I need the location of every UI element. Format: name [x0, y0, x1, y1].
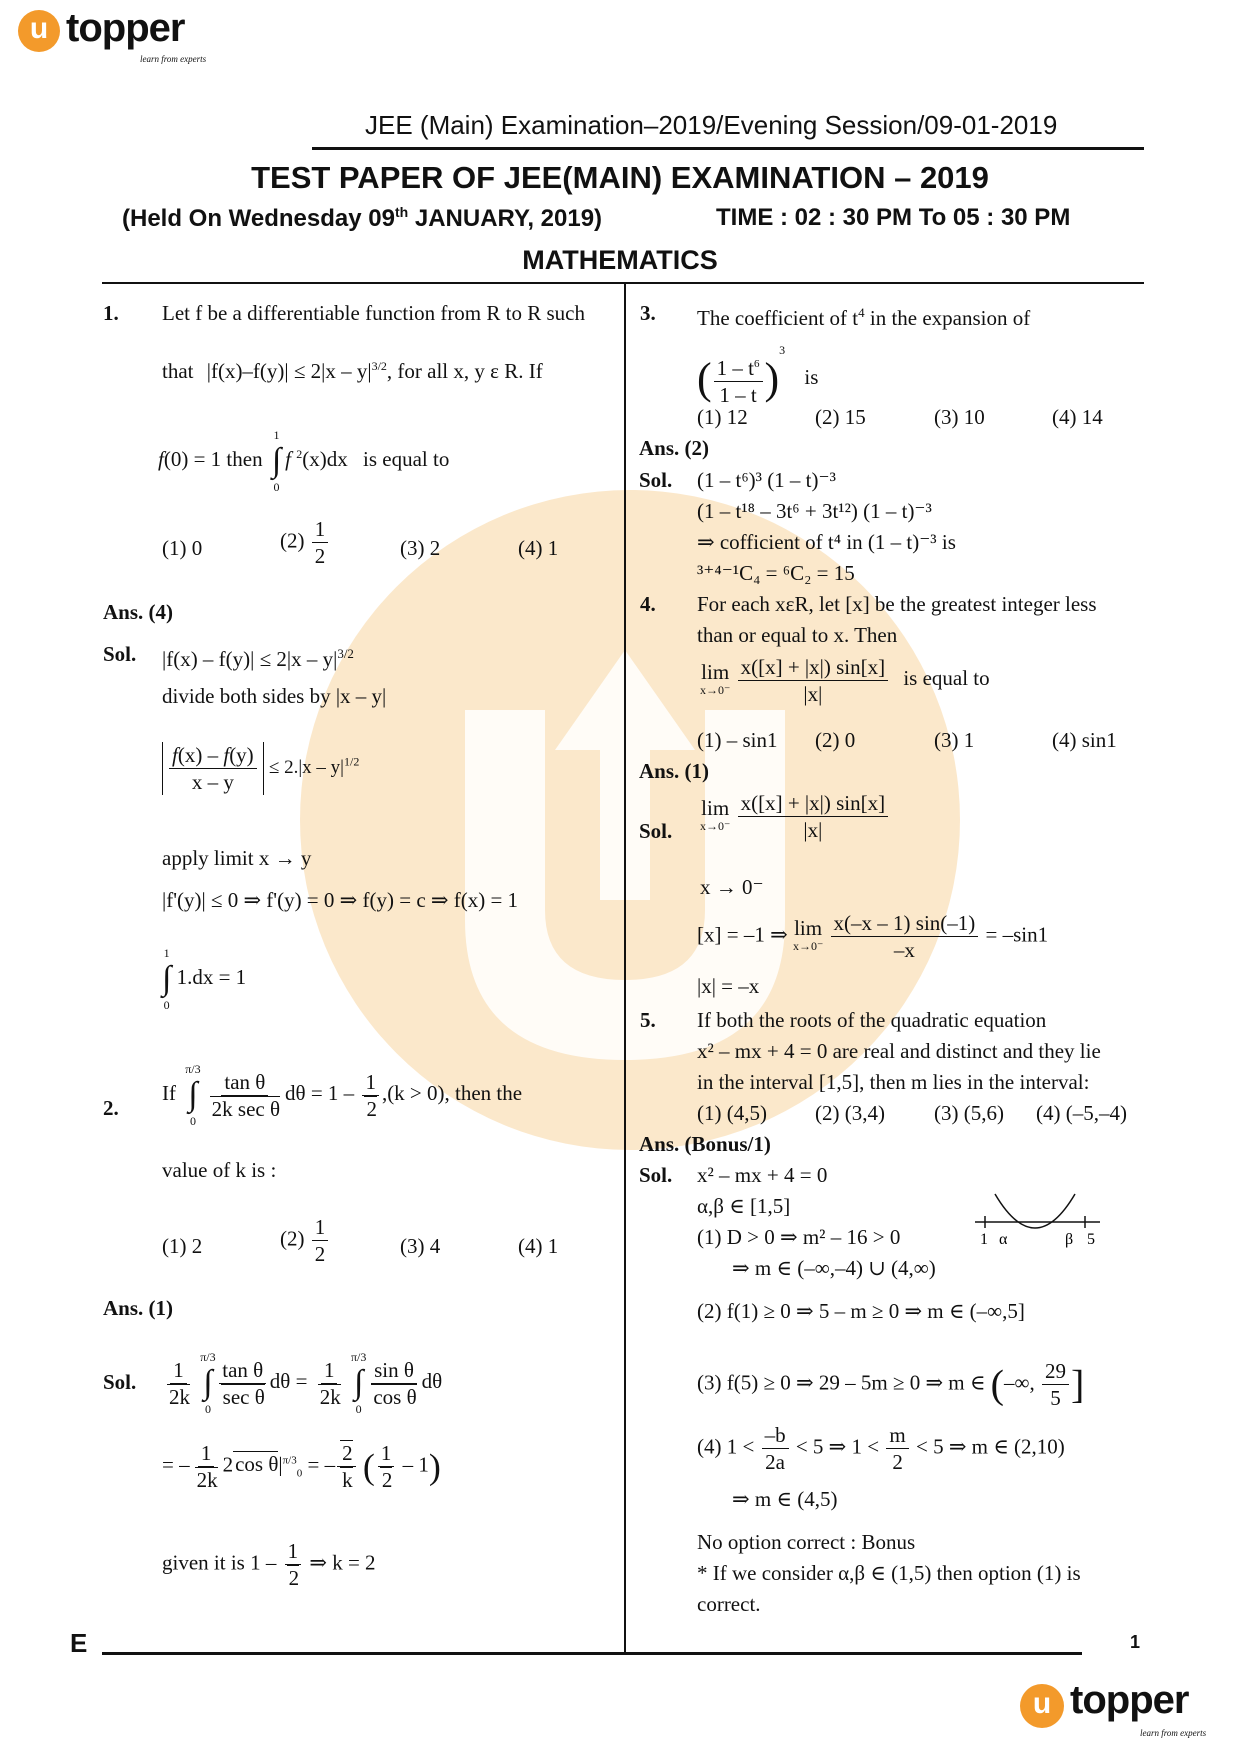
q1-option-2-label: (2)	[280, 528, 305, 553]
q4-equal: is equal to	[903, 666, 990, 691]
q2-answer: Ans. (1)	[103, 1296, 174, 1320]
q5-option-1: (1) (4,5)	[697, 1101, 767, 1125]
q5-sol-label: Sol.	[639, 1163, 673, 1187]
q2-number: 2.	[103, 1096, 119, 1120]
subject-title: MATHEMATICS	[522, 245, 718, 275]
q3-sol-label: Sol.	[639, 468, 673, 492]
q4-sol-limit: lim x→0⁻ $\frac{x([x] + |x|) \sin[x]}{|x|}$	[700, 790, 890, 843]
q1-line1: Let f be a differentiable function from R to R such	[162, 301, 585, 325]
q1-condition: $|f(x)-f(y)| \le 2|x - y|^{3/2}$	[206, 359, 387, 383]
q3-number: 3.	[640, 301, 656, 325]
q1-sol-line3: $\frac{f(x) - f(y)}{x - y}$ ≤ $2.|x - y|^{1/2}$	[162, 742, 359, 795]
q3-is: is	[804, 365, 819, 389]
q3-sol-3: ⇒ cofficient of t⁴ in (1 – t)⁻³ is	[697, 530, 956, 554]
q1-equal: is equal to	[363, 446, 450, 471]
q2-option-1: (1) 2	[162, 1234, 203, 1258]
q5-sol-7: (4) 1 < $\frac{-b}{2a}$ < 5 ⇒ 1 < $\frac{m}{2}$ < 5 ⇒ m ∈ (2,10)	[697, 1423, 1065, 1474]
graph-label-5: 5	[1087, 1231, 1095, 1248]
q5-line3: in the interval [1,5], then m lies in the interval:	[697, 1070, 1090, 1094]
q5-sol-5: (2) f(1) ≥ 0 ⇒ 5 – m ≥ 0 ⇒ m ∈ (–∞,5]	[697, 1299, 1025, 1323]
q4-number: 4.	[640, 592, 656, 616]
q2-given: given it is	[162, 1550, 245, 1575]
q1-option-2: (2) $\frac{1}{2}$	[280, 516, 330, 569]
q4-option-3: (3) 1	[934, 728, 975, 752]
time-line: TIME : 02 : 30 PM To 05 : 30 PM	[716, 204, 1071, 231]
q5-sol-9: No option correct : Bonus	[697, 1530, 916, 1554]
q1-sol-line4: |f'(y)| ≤ 0 ⇒ f'(y) = 0 ⇒ f(y) = c ⇒ f(x) = 1	[162, 888, 519, 912]
q4-line1: For each xεR, let [x] be the greatest integer less	[697, 592, 1097, 616]
logo-name: topper	[66, 6, 185, 50]
logo-tagline: learn from experts	[140, 54, 207, 64]
q1-that: that	[162, 359, 194, 383]
q1-line3: f(0) = 1 then 1 ∫ 0 f $^2$(x)dx is equal to	[158, 428, 450, 494]
q5-sol-8: ⇒ m ∈ (4,5)	[732, 1487, 838, 1511]
held-line	[122, 204, 602, 233]
page-number: 1	[1130, 1632, 1141, 1652]
held-sup: th	[394, 204, 409, 220]
q1-cond-tail: , for all x, y ε R. If	[386, 359, 543, 383]
q3-option-1: (1) 12	[697, 405, 748, 429]
q3-sol-4: ³⁺⁴⁻¹C₄ = ⁶C₂ = 15	[697, 561, 855, 585]
bottom-logo-tagline: learn from experts	[1140, 1728, 1207, 1738]
q5-parabola-diagram	[975, 1192, 1105, 1252]
header-rule	[102, 282, 1144, 284]
q2-sol-line1: $\frac{1}{2k}$ π/3 ∫ 0 tan θ sec θ dθ = $\frac{1}{2k}$ π/3 ∫ 0 $\frac{\text{sin θ}}{\text{cos θ}}$ dθ	[169, 1350, 443, 1416]
session-line: JEE (Main) Examination–2019/Evening Session/09-01-2019	[365, 110, 1058, 140]
footer-rule	[102, 1652, 1082, 1655]
q2-option-2-label: (2)	[280, 1226, 305, 1251]
q1-sol-label: Sol.	[103, 642, 137, 666]
bottom-logo-circle: u	[1020, 1684, 1064, 1728]
q3-line1-tail: in the expansion of	[864, 306, 1031, 330]
q2-value: value of k is :	[162, 1158, 277, 1182]
q3-line1	[697, 299, 1030, 332]
q1-option-1: (1) 0	[162, 536, 203, 560]
q3-line1-sup: 4	[858, 305, 865, 320]
q5-line2: x² – mx + 4 = 0 are real and distinct and they lie	[697, 1039, 1101, 1063]
q1-option-3: (3) 2	[400, 536, 441, 560]
q3-option-2: (2) 15	[815, 405, 866, 429]
q5-answer: Ans. (Bonus/1)	[639, 1132, 771, 1156]
q2-option-3: (3) 4	[400, 1234, 441, 1258]
q1-sol1-sup: 3/2	[337, 646, 354, 661]
q1-answer: Ans. (4)	[103, 600, 174, 624]
held-suffix: JANUARY, 2019)	[408, 205, 603, 232]
q4-option-2: (2) 0	[815, 728, 856, 752]
q5-sol-2: α,β ∈ [1,5]	[697, 1194, 791, 1218]
paper-title: TEST PAPER OF JEE(MAIN) EXAMINATION – 2019	[251, 160, 989, 195]
footer-letter: E	[70, 1628, 88, 1658]
held-prefix: (Held On Wednesday 09	[122, 205, 395, 232]
q5-sol-3: (1) D > 0 ⇒ m² – 16 > 0	[697, 1225, 901, 1249]
q5-sol-11: correct.	[697, 1592, 761, 1616]
q3-line1-text: The coefficient of t	[697, 306, 859, 330]
graph-label-alpha: α	[999, 1231, 1008, 1248]
q1-sol-apply: apply limit x → y	[162, 846, 312, 870]
q5-sol-1: x² – mx + 4 = 0	[697, 1163, 828, 1187]
q4-sol-result: = –sin1	[985, 922, 1049, 947]
graph-label-1: 1	[980, 1231, 988, 1248]
q1-integral: 1 ∫ 0	[271, 428, 282, 494]
session-rule	[312, 147, 1144, 150]
logo-circle: u	[18, 10, 60, 52]
q1-option-4: (4) 1	[518, 536, 559, 560]
q3-expression: ( $\frac{1 - t^6}{1 - t}$ )$^3$ is	[697, 343, 819, 407]
q5-option-3: (3) (5,6)	[934, 1101, 1004, 1125]
q1-sol-line2: divide both sides by |x – y|	[162, 684, 387, 708]
column-divider	[624, 284, 626, 1654]
q2-if: If	[162, 1080, 176, 1105]
q2-kval: ⇒ k = 2	[309, 1550, 376, 1575]
q4-option-1: (1) – sin1	[697, 728, 778, 752]
q5-sol-10: * If we consider α,β ∈ (1,5) then option (1) is	[697, 1561, 1081, 1585]
q3-sol-1: (1 – t⁶)³ (1 – t)⁻³	[697, 468, 836, 492]
q5-sol-6-text: (3) f(5) ≥ 0 ⇒ 29 – 5m ≥ 0 ⇒ m ∈	[697, 1370, 986, 1395]
q2-option-2: (2) $\frac{1}{2}$	[280, 1214, 330, 1267]
q5-option-2: (2) (3,4)	[815, 1101, 885, 1125]
q1-sol-line5: 1 ∫ 0 1.dx = 1	[162, 946, 247, 1012]
q1-number: 1.	[103, 301, 119, 325]
q5-line1: If both the roots of the quadratic equation	[697, 1008, 1047, 1032]
q2-sol-line3: given it is 1 – $\frac{1}{2}$ ⇒ k = 2	[162, 1539, 376, 1590]
graph-label-beta: β	[1065, 1231, 1074, 1248]
q2-then: , then the	[444, 1080, 523, 1105]
q2-sol-line2: = – $\frac{1}{2k}$ 2cos $\theta|^{\pi/3}_0$ = – $\frac{2}{k}$ ( $\frac{1}{2}$ – 1)	[162, 1441, 441, 1492]
bottom-logo-name: topper	[1070, 1678, 1189, 1722]
q5-option-4: (4) (–5,–4)	[1036, 1101, 1127, 1125]
q2-sol-label: Sol.	[103, 1370, 137, 1394]
q4-answer: Ans. (1)	[639, 759, 710, 783]
q4-line2: than or equal to x. Then	[697, 623, 898, 647]
q3-option-4: (4) 14	[1052, 405, 1103, 429]
q3-option-3: (3) 10	[934, 405, 985, 429]
q5-sol-4: ⇒ m ∈ (–∞,–4) ∪ (4,∞)	[732, 1256, 936, 1280]
q4-sol-xto: x → 0⁻	[700, 875, 764, 899]
q3-sol-2: (1 – t¹⁸ – 3t⁶ + 3t¹²) (1 – t)⁻³	[697, 499, 932, 523]
q1-sol1-text: |f(x) – f(y)| ≤ 2|x – y|	[162, 647, 338, 671]
q4-option-4: (4) sin1	[1052, 728, 1117, 752]
q1-int-result: 1.dx = 1	[176, 964, 247, 989]
q5-number: 5.	[640, 1008, 656, 1032]
q5-sol-7-label: (4)	[697, 1434, 722, 1459]
q2-option-4: (4) 1	[518, 1234, 559, 1258]
q2-statement: If π/3 ∫ 0 tan θ 2k sec θ dθ = 1 – $\frac{1}{2}$ ,(k > 0), then the	[162, 1062, 523, 1128]
q5-sol-6: (3) f(5) ≥ 0 ⇒ 29 – 5m ≥ 0 ⇒ m ∈ (–∞, $\frac{29}{5}$ ]	[697, 1359, 1085, 1410]
top-logo	[18, 6, 218, 65]
q1-f0: (0) = 1 then	[163, 446, 263, 471]
q4-sol-abs: |x| = –x	[697, 974, 760, 998]
q4-sol-floor: [x] = –1 ⇒ lim x→0⁻ $\frac{x(-x - 1) \sin(-1)}{-x}$ = –sin1	[697, 911, 1049, 962]
q1-line2	[162, 352, 543, 385]
q3-answer: Ans. (2)	[639, 436, 710, 460]
q4-limit: lim x→0⁻ $\frac{x([x] + |x|) \sin[x]}{|x|}$ is equal to	[700, 655, 990, 706]
bottom-logo	[1020, 1680, 1220, 1740]
q1-sol-line1	[162, 640, 354, 673]
q4-sol-label: Sol.	[639, 819, 673, 843]
